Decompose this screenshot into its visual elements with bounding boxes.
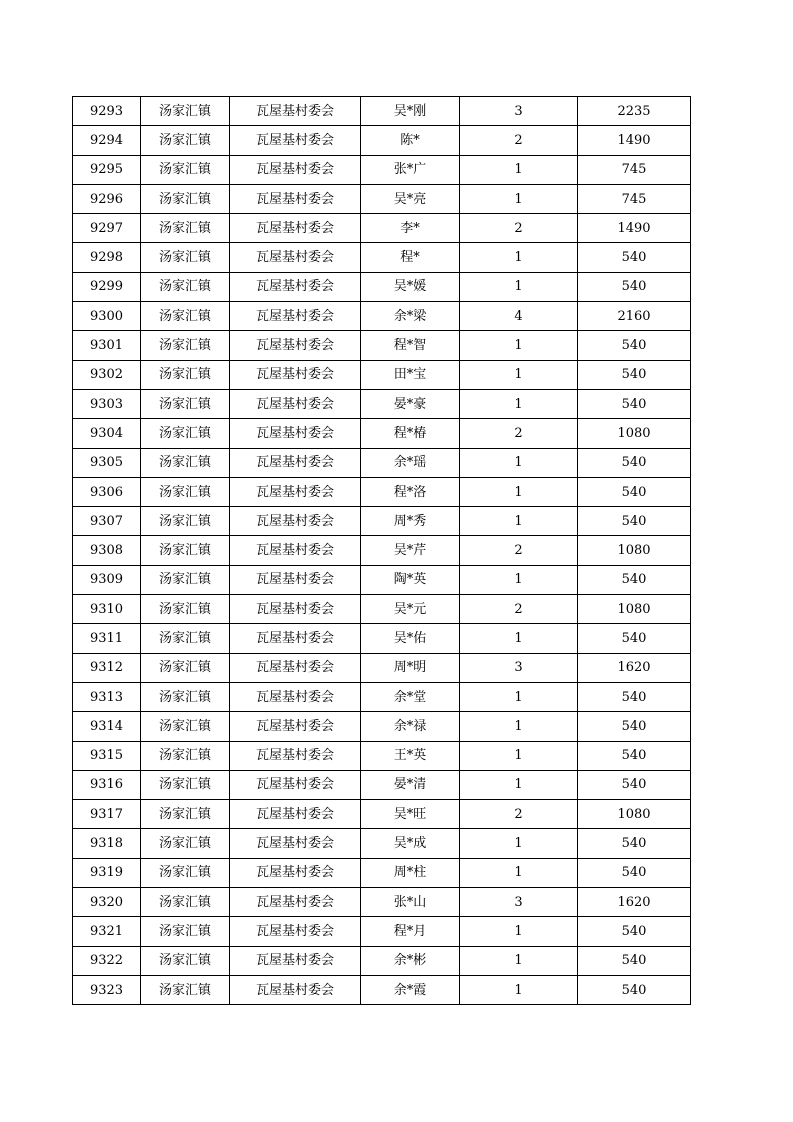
amount-cell: 540 bbox=[578, 389, 691, 418]
person-name-cell: 余*梁 bbox=[361, 302, 460, 331]
household-count-cell: 1 bbox=[460, 917, 578, 946]
village-committee-cell: 瓦屋基村委会 bbox=[230, 682, 361, 711]
village-committee-cell: 瓦屋基村委会 bbox=[230, 477, 361, 506]
household-count-cell: 1 bbox=[460, 184, 578, 213]
amount-cell: 540 bbox=[578, 858, 691, 887]
village-committee-cell: 瓦屋基村委会 bbox=[230, 624, 361, 653]
serial-number-cell: 9312 bbox=[73, 653, 141, 682]
household-count-cell: 1 bbox=[460, 975, 578, 1004]
serial-number-cell: 9320 bbox=[73, 888, 141, 917]
person-name-cell: 吴*元 bbox=[361, 595, 460, 624]
village-committee-cell: 瓦屋基村委会 bbox=[230, 360, 361, 389]
amount-cell: 745 bbox=[578, 155, 691, 184]
table-row bbox=[73, 917, 691, 946]
village-committee-cell: 瓦屋基村委会 bbox=[230, 917, 361, 946]
household-count-cell: 2 bbox=[460, 126, 578, 155]
table-row bbox=[73, 536, 691, 565]
amount-cell: 540 bbox=[578, 477, 691, 506]
town-cell: 汤家汇镇 bbox=[141, 448, 230, 477]
serial-number-cell: 9303 bbox=[73, 389, 141, 418]
amount-cell: 540 bbox=[578, 829, 691, 858]
serial-number-cell: 9315 bbox=[73, 741, 141, 770]
village-committee-cell: 瓦屋基村委会 bbox=[230, 800, 361, 829]
household-count-cell: 3 bbox=[460, 888, 578, 917]
household-count-cell: 2 bbox=[460, 419, 578, 448]
town-cell: 汤家汇镇 bbox=[141, 888, 230, 917]
amount-cell: 1620 bbox=[578, 888, 691, 917]
village-committee-cell: 瓦屋基村委会 bbox=[230, 565, 361, 594]
amount-cell: 540 bbox=[578, 741, 691, 770]
village-committee-cell: 瓦屋基村委会 bbox=[230, 126, 361, 155]
village-committee-cell: 瓦屋基村委会 bbox=[230, 155, 361, 184]
village-committee-cell: 瓦屋基村委会 bbox=[230, 243, 361, 272]
household-count-cell: 2 bbox=[460, 595, 578, 624]
town-cell: 汤家汇镇 bbox=[141, 712, 230, 741]
table-row bbox=[73, 184, 691, 213]
amount-cell: 540 bbox=[578, 243, 691, 272]
amount-cell: 540 bbox=[578, 682, 691, 711]
household-count-cell: 1 bbox=[460, 243, 578, 272]
household-count-cell: 1 bbox=[460, 389, 578, 418]
table-row bbox=[73, 770, 691, 799]
person-name-cell: 周*明 bbox=[361, 653, 460, 682]
person-name-cell: 陶*英 bbox=[361, 565, 460, 594]
town-cell: 汤家汇镇 bbox=[141, 507, 230, 536]
household-count-cell: 1 bbox=[460, 565, 578, 594]
town-cell: 汤家汇镇 bbox=[141, 800, 230, 829]
serial-number-cell: 9313 bbox=[73, 682, 141, 711]
table-row bbox=[73, 888, 691, 917]
town-cell: 汤家汇镇 bbox=[141, 946, 230, 975]
village-committee-cell: 瓦屋基村委会 bbox=[230, 946, 361, 975]
amount-cell: 540 bbox=[578, 975, 691, 1004]
town-cell: 汤家汇镇 bbox=[141, 389, 230, 418]
town-cell: 汤家汇镇 bbox=[141, 155, 230, 184]
serial-number-cell: 9299 bbox=[73, 272, 141, 301]
amount-cell: 540 bbox=[578, 624, 691, 653]
serial-number-cell: 9319 bbox=[73, 858, 141, 887]
table-row bbox=[73, 507, 691, 536]
town-cell: 汤家汇镇 bbox=[141, 770, 230, 799]
town-cell: 汤家汇镇 bbox=[141, 595, 230, 624]
household-count-cell: 1 bbox=[460, 507, 578, 536]
serial-number-cell: 9305 bbox=[73, 448, 141, 477]
table-row bbox=[73, 946, 691, 975]
serial-number-cell: 9306 bbox=[73, 477, 141, 506]
amount-cell: 1080 bbox=[578, 536, 691, 565]
household-count-cell: 1 bbox=[460, 829, 578, 858]
table-row bbox=[73, 858, 691, 887]
town-cell: 汤家汇镇 bbox=[141, 272, 230, 301]
village-committee-cell: 瓦屋基村委会 bbox=[230, 184, 361, 213]
serial-number-cell: 9309 bbox=[73, 565, 141, 594]
person-name-cell: 田*宝 bbox=[361, 360, 460, 389]
table-row bbox=[73, 360, 691, 389]
village-committee-cell: 瓦屋基村委会 bbox=[230, 770, 361, 799]
amount-cell: 1620 bbox=[578, 653, 691, 682]
person-name-cell: 吴*旺 bbox=[361, 800, 460, 829]
person-name-cell: 张*广 bbox=[361, 155, 460, 184]
amount-cell: 1490 bbox=[578, 214, 691, 243]
roster-table bbox=[72, 96, 691, 1005]
amount-cell: 540 bbox=[578, 331, 691, 360]
household-count-cell: 1 bbox=[460, 741, 578, 770]
town-cell: 汤家汇镇 bbox=[141, 741, 230, 770]
household-count-cell: 1 bbox=[460, 477, 578, 506]
village-committee-cell: 瓦屋基村委会 bbox=[230, 595, 361, 624]
household-count-cell: 1 bbox=[460, 770, 578, 799]
serial-number-cell: 9321 bbox=[73, 917, 141, 946]
town-cell: 汤家汇镇 bbox=[141, 331, 230, 360]
village-committee-cell: 瓦屋基村委会 bbox=[230, 975, 361, 1004]
table-row bbox=[73, 975, 691, 1004]
table-row bbox=[73, 97, 691, 126]
village-committee-cell: 瓦屋基村委会 bbox=[230, 741, 361, 770]
village-committee-cell: 瓦屋基村委会 bbox=[230, 858, 361, 887]
household-count-cell: 1 bbox=[460, 712, 578, 741]
person-name-cell: 周*秀 bbox=[361, 507, 460, 536]
town-cell: 汤家汇镇 bbox=[141, 565, 230, 594]
table-row bbox=[73, 389, 691, 418]
amount-cell: 1080 bbox=[578, 419, 691, 448]
town-cell: 汤家汇镇 bbox=[141, 302, 230, 331]
amount-cell: 540 bbox=[578, 946, 691, 975]
household-count-cell: 2 bbox=[460, 800, 578, 829]
table-row bbox=[73, 595, 691, 624]
amount-cell: 540 bbox=[578, 770, 691, 799]
amount-cell: 1490 bbox=[578, 126, 691, 155]
household-count-cell: 3 bbox=[460, 653, 578, 682]
serial-number-cell: 9322 bbox=[73, 946, 141, 975]
village-committee-cell: 瓦屋基村委会 bbox=[230, 389, 361, 418]
amount-cell: 745 bbox=[578, 184, 691, 213]
roster-table-body bbox=[73, 97, 691, 1005]
person-name-cell: 程*椿 bbox=[361, 419, 460, 448]
person-name-cell: 程*智 bbox=[361, 331, 460, 360]
town-cell: 汤家汇镇 bbox=[141, 97, 230, 126]
amount-cell: 540 bbox=[578, 565, 691, 594]
person-name-cell: 余*霞 bbox=[361, 975, 460, 1004]
table-row bbox=[73, 272, 691, 301]
amount-cell: 540 bbox=[578, 917, 691, 946]
amount-cell: 540 bbox=[578, 272, 691, 301]
table-row bbox=[73, 419, 691, 448]
town-cell: 汤家汇镇 bbox=[141, 975, 230, 1004]
amount-cell: 540 bbox=[578, 360, 691, 389]
amount-cell: 540 bbox=[578, 712, 691, 741]
person-name-cell: 吴*刚 bbox=[361, 97, 460, 126]
table-row bbox=[73, 243, 691, 272]
person-name-cell: 王*英 bbox=[361, 741, 460, 770]
serial-number-cell: 9296 bbox=[73, 184, 141, 213]
town-cell: 汤家汇镇 bbox=[141, 477, 230, 506]
household-count-cell: 1 bbox=[460, 360, 578, 389]
person-name-cell: 晏*清 bbox=[361, 770, 460, 799]
village-committee-cell: 瓦屋基村委会 bbox=[230, 653, 361, 682]
table-row bbox=[73, 477, 691, 506]
village-committee-cell: 瓦屋基村委会 bbox=[230, 302, 361, 331]
household-count-cell: 1 bbox=[460, 624, 578, 653]
serial-number-cell: 9297 bbox=[73, 214, 141, 243]
household-count-cell: 1 bbox=[460, 946, 578, 975]
serial-number-cell: 9298 bbox=[73, 243, 141, 272]
serial-number-cell: 9314 bbox=[73, 712, 141, 741]
table-row bbox=[73, 302, 691, 331]
amount-cell: 1080 bbox=[578, 800, 691, 829]
amount-cell: 540 bbox=[578, 448, 691, 477]
household-count-cell: 4 bbox=[460, 302, 578, 331]
serial-number-cell: 9307 bbox=[73, 507, 141, 536]
household-count-cell: 3 bbox=[460, 97, 578, 126]
serial-number-cell: 9323 bbox=[73, 975, 141, 1004]
serial-number-cell: 9302 bbox=[73, 360, 141, 389]
table-row bbox=[73, 682, 691, 711]
household-count-cell: 2 bbox=[460, 536, 578, 565]
table-row bbox=[73, 741, 691, 770]
serial-number-cell: 9310 bbox=[73, 595, 141, 624]
household-count-cell: 1 bbox=[460, 272, 578, 301]
table-row bbox=[73, 126, 691, 155]
village-committee-cell: 瓦屋基村委会 bbox=[230, 712, 361, 741]
person-name-cell: 余*彬 bbox=[361, 946, 460, 975]
household-count-cell: 1 bbox=[460, 858, 578, 887]
person-name-cell: 吴*亮 bbox=[361, 184, 460, 213]
person-name-cell: 周*柱 bbox=[361, 858, 460, 887]
table-row bbox=[73, 448, 691, 477]
serial-number-cell: 9301 bbox=[73, 331, 141, 360]
serial-number-cell: 9308 bbox=[73, 536, 141, 565]
table-row bbox=[73, 155, 691, 184]
serial-number-cell: 9311 bbox=[73, 624, 141, 653]
town-cell: 汤家汇镇 bbox=[141, 214, 230, 243]
person-name-cell: 李* bbox=[361, 214, 460, 243]
serial-number-cell: 9300 bbox=[73, 302, 141, 331]
serial-number-cell: 9293 bbox=[73, 97, 141, 126]
person-name-cell: 余*瑶 bbox=[361, 448, 460, 477]
village-committee-cell: 瓦屋基村委会 bbox=[230, 272, 361, 301]
table-row bbox=[73, 712, 691, 741]
person-name-cell: 程* bbox=[361, 243, 460, 272]
serial-number-cell: 9318 bbox=[73, 829, 141, 858]
town-cell: 汤家汇镇 bbox=[141, 653, 230, 682]
town-cell: 汤家汇镇 bbox=[141, 858, 230, 887]
town-cell: 汤家汇镇 bbox=[141, 419, 230, 448]
town-cell: 汤家汇镇 bbox=[141, 536, 230, 565]
village-committee-cell: 瓦屋基村委会 bbox=[230, 214, 361, 243]
person-name-cell: 晏*豪 bbox=[361, 389, 460, 418]
serial-number-cell: 9317 bbox=[73, 800, 141, 829]
village-committee-cell: 瓦屋基村委会 bbox=[230, 829, 361, 858]
table-row bbox=[73, 829, 691, 858]
amount-cell: 2160 bbox=[578, 302, 691, 331]
serial-number-cell: 9304 bbox=[73, 419, 141, 448]
town-cell: 汤家汇镇 bbox=[141, 360, 230, 389]
village-committee-cell: 瓦屋基村委会 bbox=[230, 507, 361, 536]
table-row bbox=[73, 214, 691, 243]
person-name-cell: 吴*佑 bbox=[361, 624, 460, 653]
person-name-cell: 余*禄 bbox=[361, 712, 460, 741]
person-name-cell: 张*山 bbox=[361, 888, 460, 917]
town-cell: 汤家汇镇 bbox=[141, 917, 230, 946]
person-name-cell: 吴*芹 bbox=[361, 536, 460, 565]
person-name-cell: 吴*媛 bbox=[361, 272, 460, 301]
household-count-cell: 1 bbox=[460, 682, 578, 711]
table-row bbox=[73, 624, 691, 653]
amount-cell: 1080 bbox=[578, 595, 691, 624]
village-committee-cell: 瓦屋基村委会 bbox=[230, 97, 361, 126]
table-row bbox=[73, 653, 691, 682]
town-cell: 汤家汇镇 bbox=[141, 829, 230, 858]
village-committee-cell: 瓦屋基村委会 bbox=[230, 888, 361, 917]
village-committee-cell: 瓦屋基村委会 bbox=[230, 536, 361, 565]
serial-number-cell: 9295 bbox=[73, 155, 141, 184]
household-count-cell: 1 bbox=[460, 331, 578, 360]
person-name-cell: 程*月 bbox=[361, 917, 460, 946]
person-name-cell: 吴*成 bbox=[361, 829, 460, 858]
table-row bbox=[73, 800, 691, 829]
amount-cell: 2235 bbox=[578, 97, 691, 126]
village-committee-cell: 瓦屋基村委会 bbox=[230, 419, 361, 448]
village-committee-cell: 瓦屋基村委会 bbox=[230, 331, 361, 360]
household-count-cell: 1 bbox=[460, 448, 578, 477]
village-committee-cell: 瓦屋基村委会 bbox=[230, 448, 361, 477]
town-cell: 汤家汇镇 bbox=[141, 624, 230, 653]
amount-cell: 540 bbox=[578, 507, 691, 536]
town-cell: 汤家汇镇 bbox=[141, 243, 230, 272]
town-cell: 汤家汇镇 bbox=[141, 126, 230, 155]
town-cell: 汤家汇镇 bbox=[141, 184, 230, 213]
household-count-cell: 2 bbox=[460, 214, 578, 243]
serial-number-cell: 9316 bbox=[73, 770, 141, 799]
household-count-cell: 1 bbox=[460, 155, 578, 184]
table-row bbox=[73, 331, 691, 360]
person-name-cell: 程*洛 bbox=[361, 477, 460, 506]
person-name-cell: 陈* bbox=[361, 126, 460, 155]
town-cell: 汤家汇镇 bbox=[141, 682, 230, 711]
serial-number-cell: 9294 bbox=[73, 126, 141, 155]
person-name-cell: 余*堂 bbox=[361, 682, 460, 711]
table-row bbox=[73, 565, 691, 594]
